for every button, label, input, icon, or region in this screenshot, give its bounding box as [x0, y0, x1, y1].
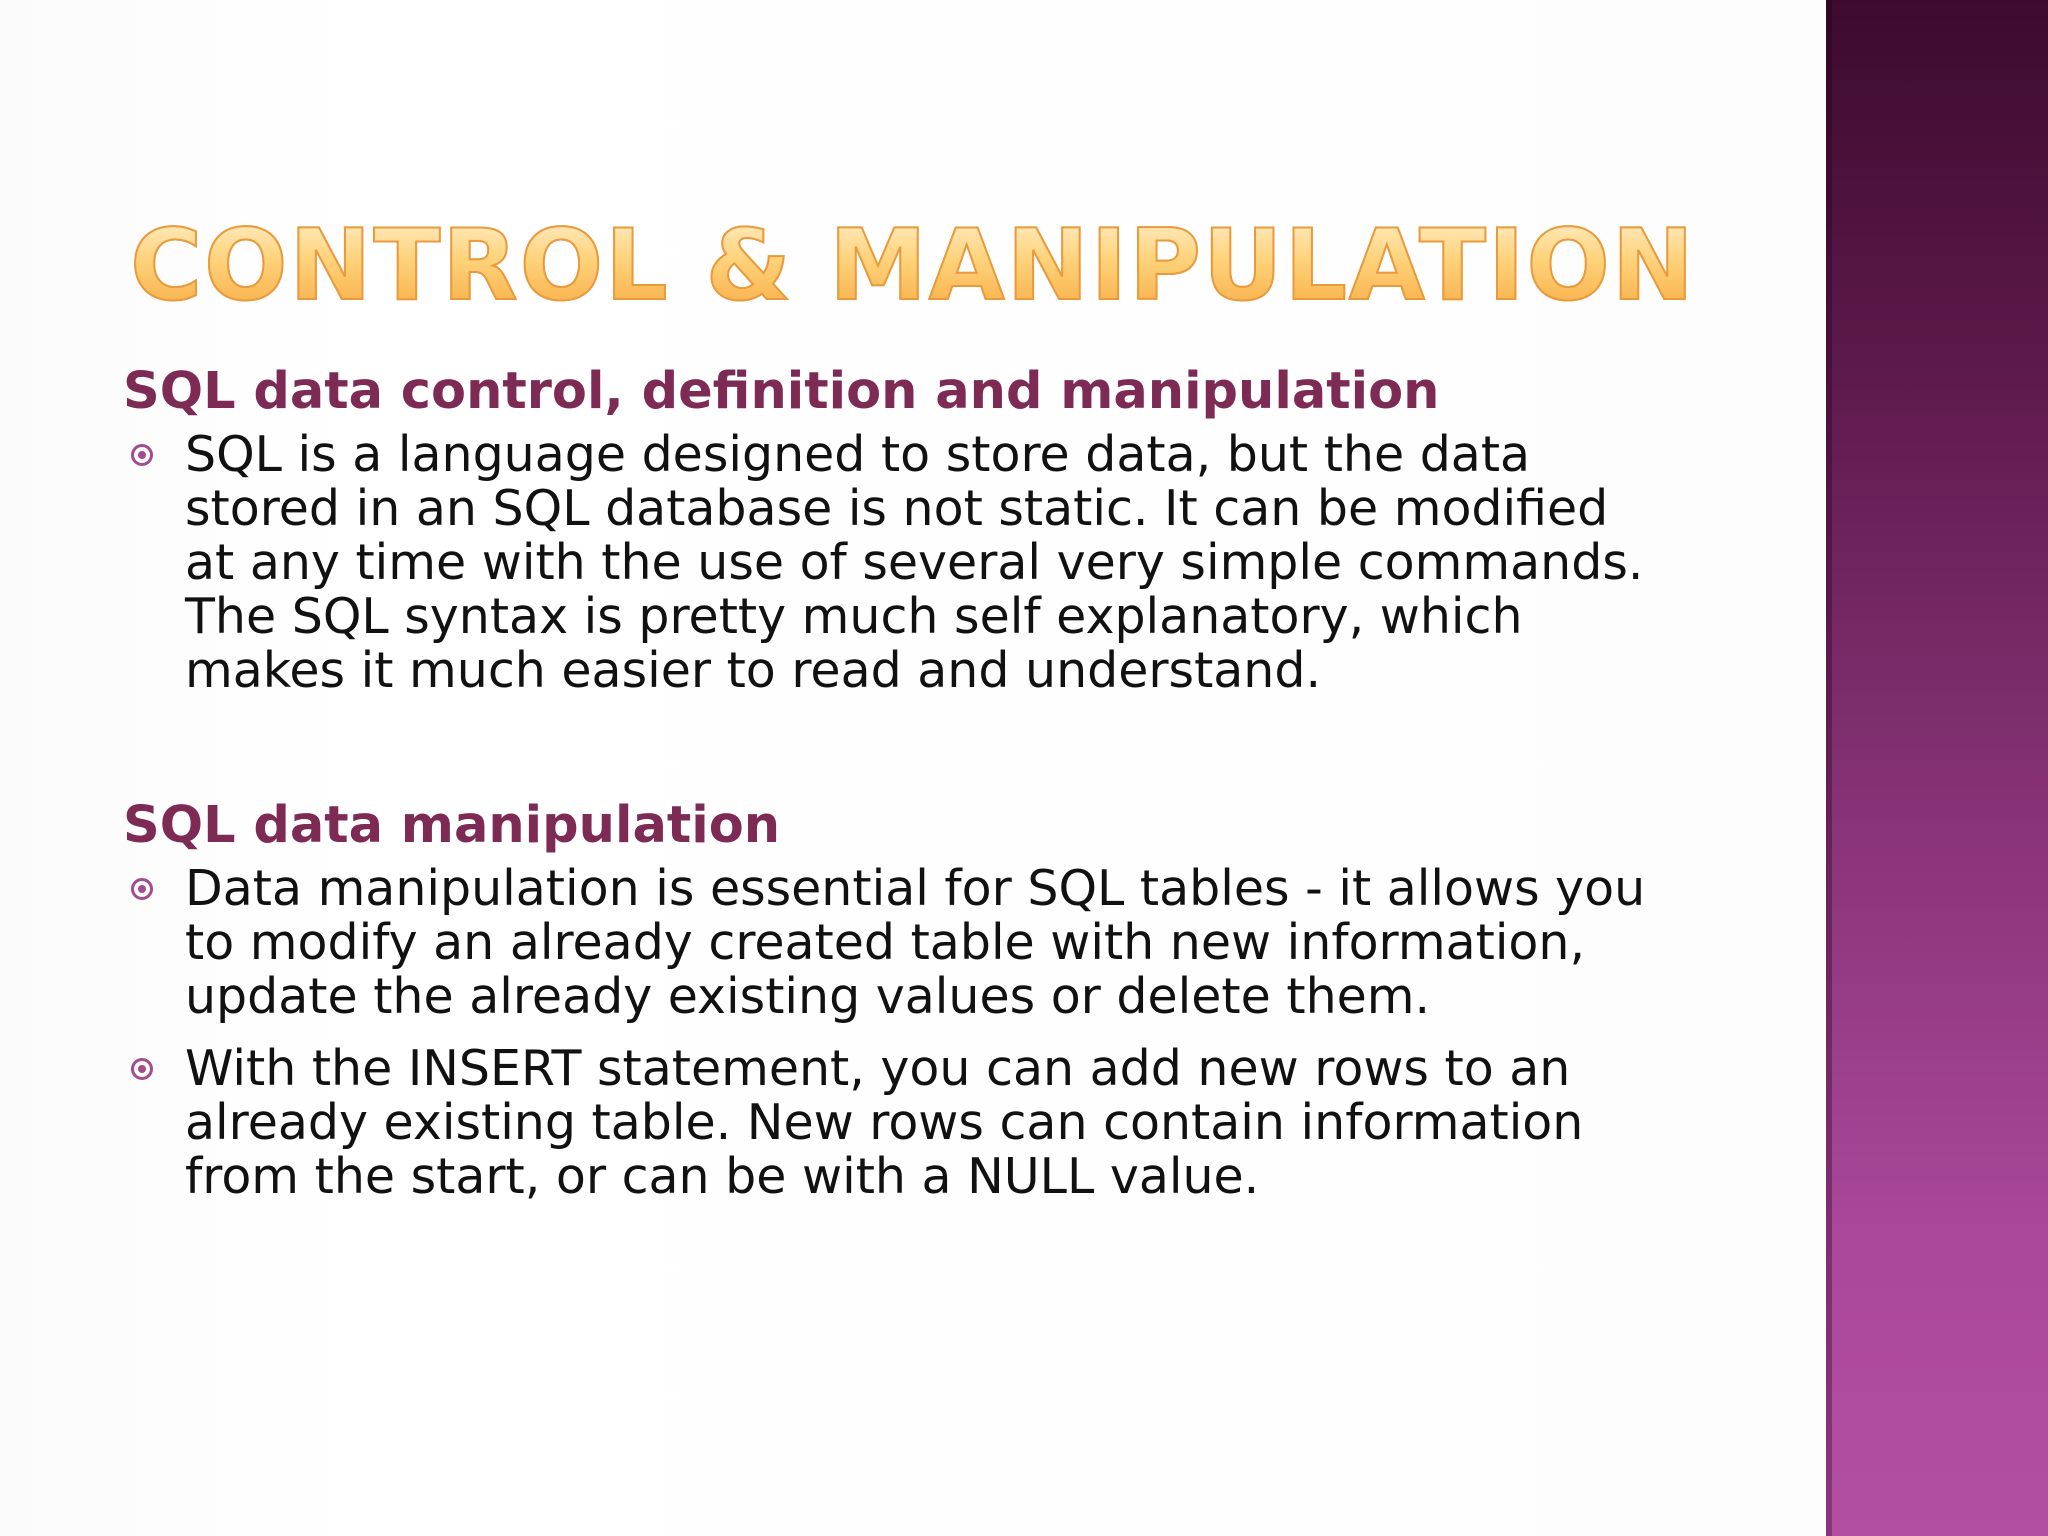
bullet-text-line: from the start, or can be with a NULL value. — [185, 1148, 1260, 1205]
bullet-text-line: to modify an already created table with new information, — [185, 914, 1586, 971]
section-heading: SQL data control, definition and manipulation — [123, 362, 1440, 421]
slide-content — [123, 360, 1723, 1222]
bullet-text-line: stored in an SQL database is not static. It can be modified — [185, 480, 1609, 537]
bullet-text-line: already existing table. New rows can contain information — [185, 1094, 1584, 1151]
section-data-control — [123, 360, 1723, 698]
bullet-text-line: update the already existing values or delete them. — [185, 968, 1431, 1025]
section-spacer — [123, 716, 1723, 794]
circle-dot-icon — [131, 1058, 153, 1080]
bullet-item — [123, 862, 1723, 1024]
circle-dot-icon — [131, 878, 153, 900]
bullet-text-line: SQL is a language designed to store data, but the data — [185, 426, 1531, 483]
bullet-item — [123, 1042, 1723, 1204]
section-data-manipulation — [123, 794, 1723, 1204]
bullet-text-line: makes it much easier to read and understand. — [185, 642, 1322, 699]
bullet-text-line: at any time with the use of several very simple commands. — [185, 534, 1644, 591]
decorative-side-band — [1826, 0, 2048, 1536]
bullet-text-line: With the INSERT statement, you can add new rows to an — [185, 1040, 1571, 1097]
bullet-item — [123, 428, 1723, 698]
bullet-text-line: The SQL syntax is pretty much self explanatory, which — [185, 588, 1523, 645]
circle-dot-icon — [131, 444, 153, 466]
slide-title: CONTROL & MANIPULATION — [0, 206, 1826, 326]
bullet-text-line: Data manipulation is essential for SQL tables - it allows you — [185, 860, 1646, 917]
section-heading: SQL data manipulation — [123, 796, 781, 855]
